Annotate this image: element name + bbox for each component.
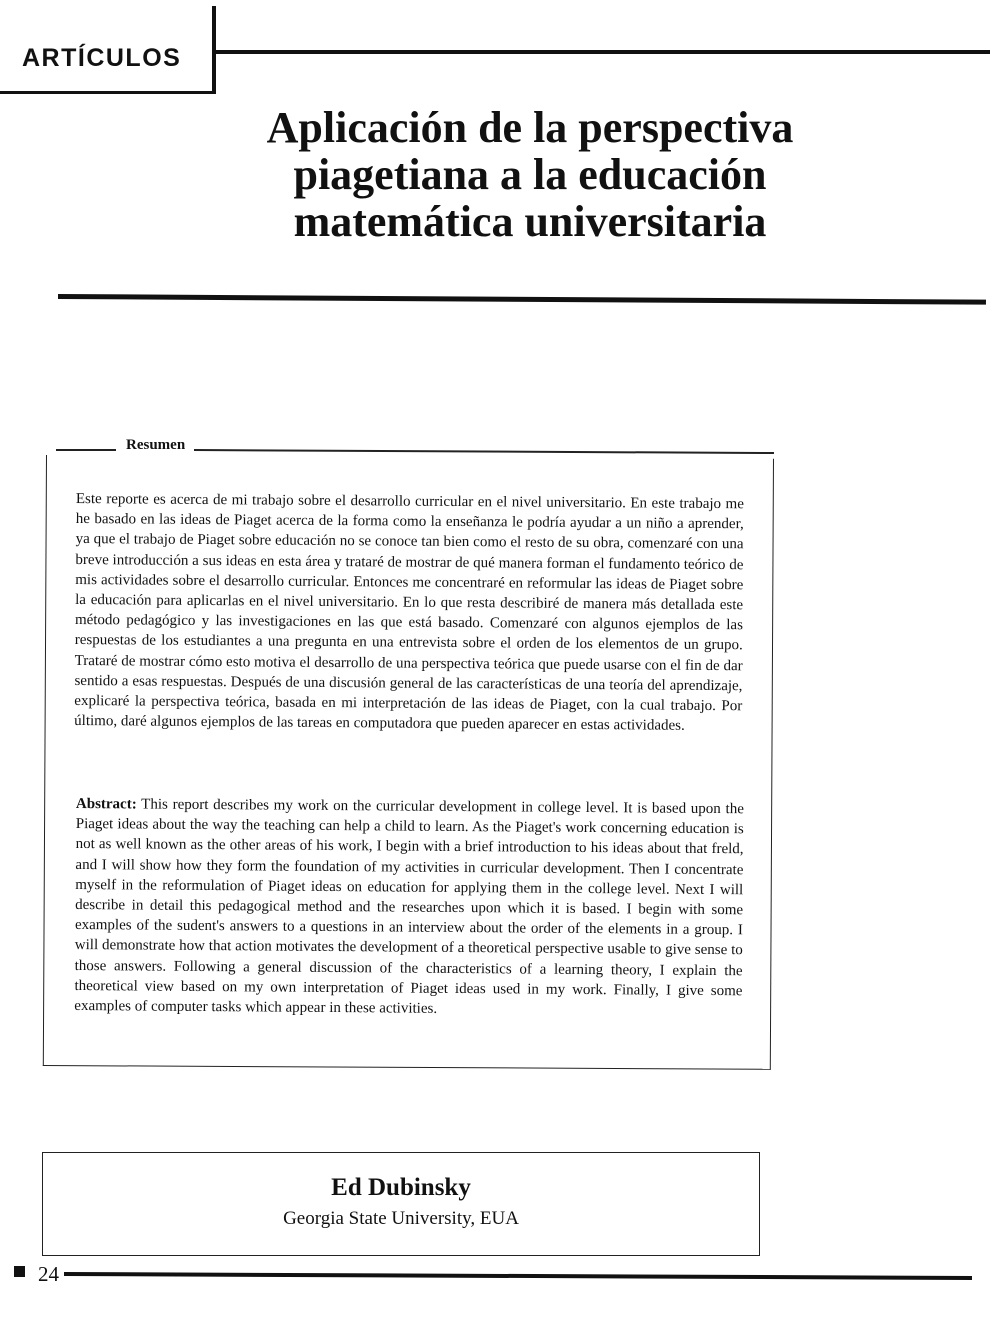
author-affiliation: Georgia State University, EUA: [283, 1208, 519, 1229]
footer-square-bullet: [14, 1266, 25, 1277]
abstract-heading: Resumen: [122, 437, 189, 454]
english-abstract: [74, 794, 744, 1021]
header-top-rule: [214, 50, 990, 54]
english-abstract-body: This report describes my work on the curricular development in college level. It is based upon the Piaget ideas about the way the teaching can help a child to learn. As the Piaget's work concerning education is not as well known as the other areas of his work, I begin with a brief introduction to his ideas about that freld, and I will show how they form the foundation of my activities in curricular development. Then I concentrate myself in the reformulation of Piaget ideas on education for applying them in the college level. Next I will describe in detail this pedagogical method and the researches upon which it is based. I begin with some examples of the sudent's answers to a questions in an interview about the order of the elements in a group. I will demonstrate how that action motivates the development of a theoretical perspective usable to give sense to those answers. Following a general discussion of the characteristics of a learning theory, I explain the theoretical view based on my own interpretation of Piaget ideas used in my work. Finally, I give some examples of computer tasks which appear in these activities.: [74, 796, 744, 1017]
title-line-3: matemática universitaria: [293, 197, 767, 246]
section-label: ARTÍCULOS: [22, 44, 182, 72]
spanish-abstract: Este reporte es acerca de mi trabajo sobre el desarrollo curricular en el nivel universitario. En este trabajo me he basado en las ideas de Piaget acerca de la forma como la enseñanza le podría ayudar a un niño a aprender, ya que el trabajo de Piaget sobre educación no se conoce tan bien como el resto de su obra, comenzaré con una breve introducción a sus ideas en esta área y trataré de mostrar de qué manera forman el fundamento teórico de mis actividades sobre el desarrollo curricular. Entonces me concentraré en reformular las ideas de Piaget sobre la educación para aplicarlas en el nivel universitario. En lo que resta describiré de manera más detallada este método pedagógico y las investigaciones en las que está basado. Comenzaré con algunos ejemplos de las respuestas de los estudiantes a una pregunta en una entrevista sobre el orden de los elementos de un grupo. Trataré de mostrar cómo esto motiva el desarrollo de una perspectiva teórica que puede usarse con el fin de dar sentido a esas respuestas. Después de una discusión general de las características de una teoría del aprendizaje, explicaré la perspectiva teórica, basada en mi interpretación de las ideas de Piaget, con la cual trabajo. Por último, daré algunos ejemplos de las tareas en computadora que pueden aparecer en estas actividades.: [74, 490, 744, 735]
title-line-2: piagetiana a la educación: [293, 150, 767, 199]
author-name: Ed Dubinsky: [331, 1174, 471, 1201]
title-rule: [58, 294, 986, 305]
abstract-box-top-border-left: [56, 449, 116, 451]
header-underline-rule: [0, 91, 216, 94]
abstract-box-top-border-right: [194, 449, 774, 454]
page-number: 24: [38, 1262, 59, 1286]
article-title: [200, 104, 860, 245]
english-abstract-label: Abstract:: [75, 795, 137, 813]
footer-rule: [64, 1272, 972, 1280]
author-box: [42, 1152, 760, 1256]
title-line-1: Aplicación de la perspectiva: [266, 103, 794, 152]
